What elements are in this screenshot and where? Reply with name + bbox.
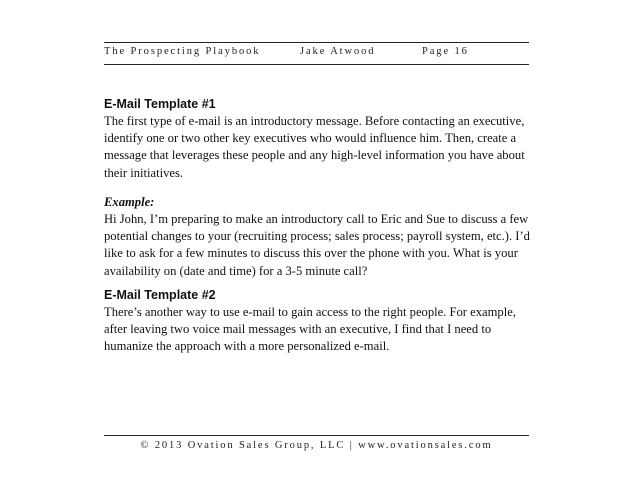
header-top-rule (104, 42, 529, 43)
main-content (104, 96, 534, 355)
section-body-template-2: There’s another way to use e-mail to gain access to the right people. For example, after leaving two voice mail messages with an executive, I find that I need to humanize the approach with a more personalized e-mail. (104, 304, 516, 354)
footer-copyright: © 2013 Ovation Sales Group, LLC | www.ovationsales.com (140, 440, 493, 451)
example-label: Example: (104, 194, 155, 209)
section-body-template-1: The first type of e-mail is an introductory message. Before contacting an executive, identify one or two other key executives who would influence him. Then, create a message that leverages these people and any high-level information you have about their initiatives. (104, 114, 525, 180)
example-text: Hi John, I’m preparing to make an introductory call to Eric and Sue to discuss a few potential changes to your (recruiting process; sales process; payroll system, etc.). I’d like to ask for a few minutes to discuss this over the phone with you. What is your availability on (date and time) for a 3-5 minute call? (104, 212, 530, 278)
header-page-number: Page 16 (422, 46, 469, 57)
footer-rule (104, 435, 529, 436)
header-book-title: The Prospecting Playbook (104, 46, 261, 57)
section-heading-template-1: E-Mail Template #1 (104, 97, 216, 111)
running-header (104, 46, 529, 62)
header-bottom-rule (104, 64, 529, 65)
header-author: Jake Atwood (300, 46, 376, 57)
section-heading-template-2: E-Mail Template #2 (104, 287, 216, 302)
